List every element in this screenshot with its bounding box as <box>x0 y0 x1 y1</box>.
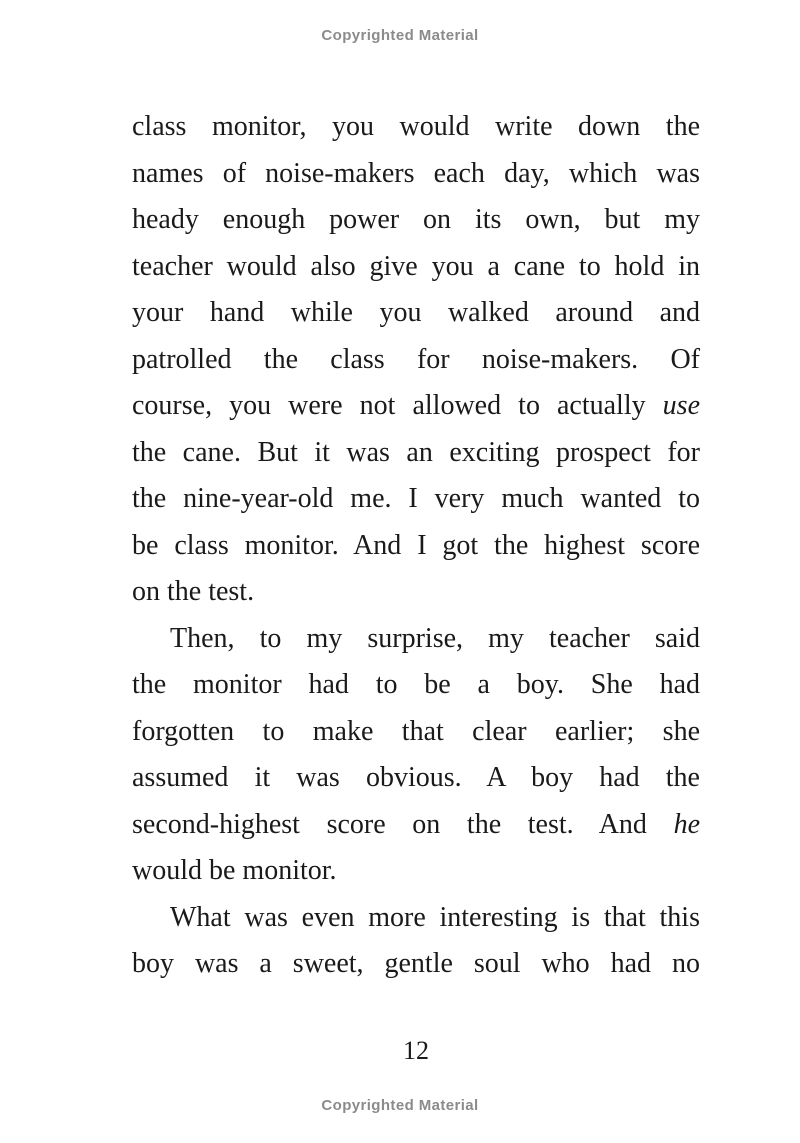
body-text-block <box>132 104 700 988</box>
text-line <box>132 104 700 151</box>
text-segment: assumed it was obvious. A boy had the <box>132 762 700 793</box>
text-line <box>132 430 700 477</box>
text-line <box>132 337 700 384</box>
text-segment: be class monitor. And I got the highest score <box>132 529 700 561</box>
text-line <box>132 755 700 802</box>
text-line <box>132 197 700 244</box>
text-segment: names of noise-makers each day, which was <box>132 157 700 189</box>
text-line <box>132 709 700 756</box>
text-segment: teacher would also give you a cane to hold in <box>132 250 700 282</box>
text-segment: forgotten to make that clear earlier; she <box>132 715 700 747</box>
italic-text: use <box>662 390 700 421</box>
italic-text: he <box>673 808 700 840</box>
text-line <box>132 290 700 337</box>
text-line <box>132 662 700 709</box>
text-segment: second-highest score on the test. And <box>132 808 674 840</box>
text-segment: class monitor, you would write down the <box>132 111 700 142</box>
text-segment: patrolled the class for noise-makers. Of <box>132 343 700 375</box>
copyright-notice-top: Copyrighted Material <box>321 27 479 44</box>
text-line <box>132 616 700 663</box>
text-segment: What was even more interesting is that this <box>170 901 700 933</box>
text-line <box>132 383 700 430</box>
text-line <box>132 941 700 988</box>
page-number: 12 <box>403 1036 429 1065</box>
text-line <box>132 569 700 616</box>
text-segment: boy was a sweet, gentle soul who had no <box>132 948 700 979</box>
text-segment: course, you were not allowed to actually <box>132 390 663 421</box>
text-line <box>132 895 700 942</box>
text-segment: on the test. <box>132 576 255 607</box>
text-line <box>132 802 700 849</box>
text-line <box>132 848 700 895</box>
text-segment: would be monitor. <box>132 855 337 886</box>
copyright-notice-bottom: Copyrighted Material <box>321 1097 479 1114</box>
text-segment: the monitor had to be a boy. She had <box>132 669 700 700</box>
text-line <box>132 151 700 198</box>
text-line <box>132 523 700 570</box>
text-segment: Then, to my surprise, my teacher said <box>170 622 700 654</box>
text-segment: the cane. But it was an exciting prospect for <box>132 436 700 468</box>
text-segment: your hand while you walked around and <box>132 297 700 328</box>
text-line <box>132 244 700 291</box>
text-segment: the nine-year-old me. I very much wanted to <box>132 483 700 514</box>
text-line <box>132 476 700 523</box>
text-segment: heady enough power on its own, but my <box>132 204 700 235</box>
